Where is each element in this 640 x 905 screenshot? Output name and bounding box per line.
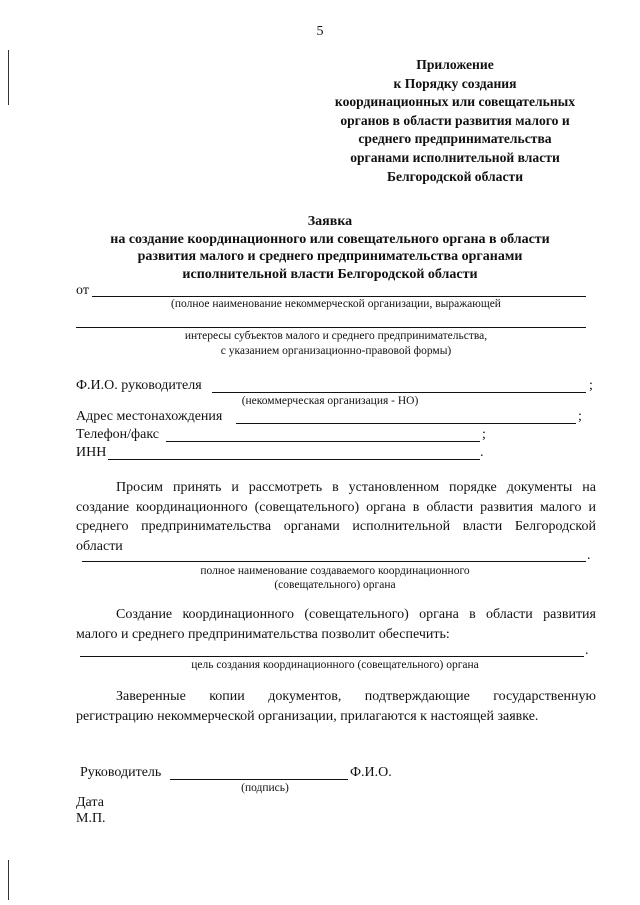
phone-field[interactable] — [166, 441, 480, 442]
field-punct: ; — [482, 427, 486, 442]
head-fio-field[interactable] — [212, 392, 586, 393]
from-caption: интересы субъектов малого и среднего предпринимательства, — [184, 330, 488, 342]
field-punct: . — [480, 445, 484, 460]
organ-name-caption: (совещательного) органа — [274, 579, 396, 591]
field-punct: . — [585, 643, 589, 658]
scan-margin-mark — [8, 860, 9, 900]
title-line: исполнительной власти Белгородской области — [182, 266, 478, 282]
from-caption: с указанием организационно-правовой формы) — [220, 345, 452, 357]
attachments-text: Заверенные копии документов, подтверждающие государственную регистрацию некоммерческой организации, прилагаются к настоящей заявке. — [76, 689, 596, 724]
purpose-text: Создание координационного (совещательного) органа в области развития малого и среднего предпринимательства позволит обеспечить: — [76, 607, 596, 642]
inn-label: ИНН — [76, 445, 107, 460]
purpose-caption: цель создания координационного (совещательного) органа — [191, 659, 479, 671]
purpose-paragraph — [76, 605, 596, 644]
document-title — [60, 213, 600, 283]
signature-caption: (подпись) — [241, 782, 289, 794]
from-caption: (полное наименование некоммерческой организации, выражающей — [171, 298, 501, 310]
field-punct: ; — [589, 378, 593, 393]
phone-label: Телефон/факс — [76, 427, 160, 442]
page-number: 5 — [316, 24, 324, 39]
organ-name-field[interactable] — [82, 561, 586, 562]
address-label: Адрес местонахождения — [76, 409, 223, 424]
purpose-field[interactable] — [80, 656, 584, 657]
appendix-line: координационных или совещательных — [334, 94, 576, 110]
head-fio-label: Ф.И.О. руководителя — [76, 378, 202, 393]
title-heading: Заявка — [307, 214, 353, 229]
scan-margin-mark — [8, 50, 9, 105]
signature-field[interactable] — [170, 779, 348, 780]
inn-field[interactable] — [108, 459, 480, 460]
from-field-line[interactable] — [92, 296, 586, 297]
address-field[interactable] — [236, 423, 576, 424]
field-punct: ; — [578, 409, 582, 424]
stamp-label: М.П. — [76, 811, 106, 826]
from-label: от — [76, 283, 89, 298]
from-field-line-2[interactable] — [76, 327, 586, 328]
appendix-line: среднего предпринимательства — [358, 131, 552, 147]
signature-head-label: Руководитель — [80, 765, 162, 780]
attachments-paragraph — [76, 687, 596, 726]
field-punct: . — [587, 548, 591, 563]
appendix-line: Приложение — [416, 57, 494, 72]
title-line: на создание координационного или совещательного органа в области — [110, 231, 550, 247]
signature-fio-label: Ф.И.О. — [350, 765, 392, 780]
title-line: развития малого и среднего предпринимательства органами — [137, 249, 523, 264]
request-paragraph — [76, 478, 596, 556]
appendix-line: органами исполнительной власти — [350, 149, 560, 165]
organ-name-caption: полное наименование создаваемого координационного — [200, 565, 470, 577]
appendix-line: Белгородской области — [386, 168, 524, 184]
request-text: Просим принять и рассмотреть в установленном порядке документы на создание координационного (совещательного) органа в области развития малого и среднего предпринимательства органами исполнительной власти Белгородской области — [76, 480, 596, 554]
date-label: Дата — [76, 795, 104, 810]
appendix-line: органов в области развития малого и — [340, 112, 570, 128]
appendix-header — [300, 56, 610, 186]
appendix-line: к Порядку создания — [393, 75, 517, 91]
head-fio-caption: (некоммерческая организация - НО) — [241, 395, 419, 407]
